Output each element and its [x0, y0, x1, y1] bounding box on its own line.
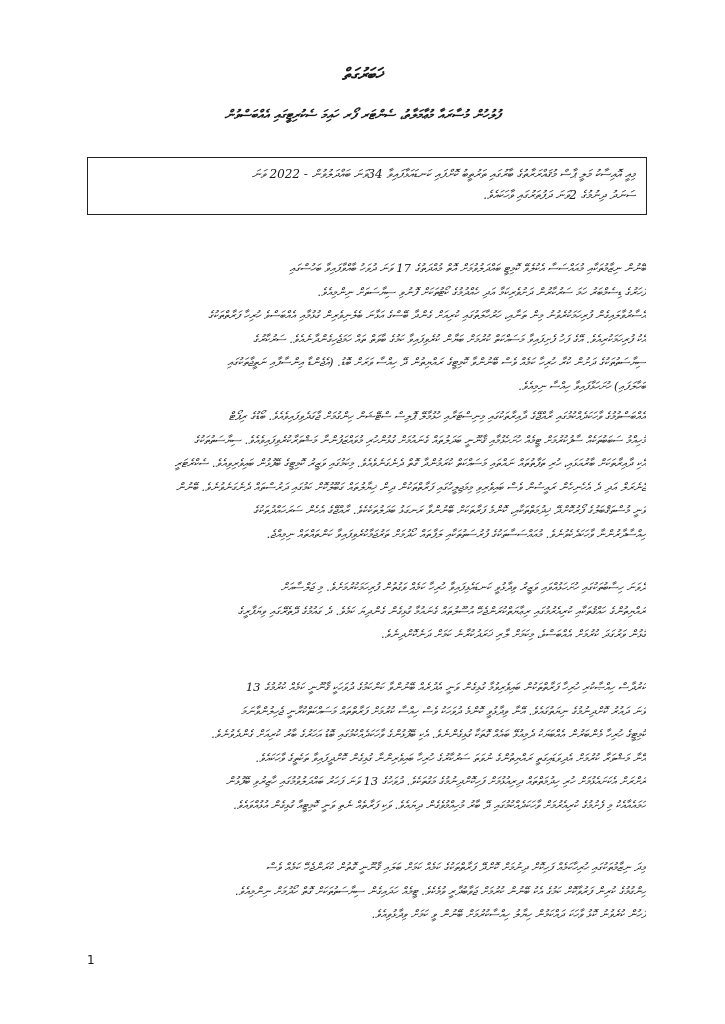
page-number: 1: [87, 953, 95, 967]
paragraph-line: ކަރުދާސް ހިއްޞާކުރި ހުރިހާ ފަރާތްތަކުން ބައިވެރިވުމާ ގުޅިގެން ވަނީ އެދުރެއް ބޭނުންވާ ކަންކަމުގެ ދުވަހަކީ ޤާނޫނީ ކަމެއް ކުރުމުގެ 13: [245, 680, 646, 694]
paragraph-line: މިދަ ނިޒާމުތަކުގައި ހުރިހާކަމެއް ފަހިކޮށް ދިނުމަށް ކޮށްދޭ ފަރާތްތަކުގެ ކަމެއް ކަމަށް ބަލައި ޤާނޫނީ ގޮތުން ކުރަންޖެހޭ ކަމެއް ވެސް: [266, 860, 646, 874]
paragraph-line: ވަނަ ދައުރު ކޮށްދިނުމުގެ ނިޔަތުގައެވެ. އޭނާ ވިދާޅުވީ ކޮންމެ ދުވަހަކު ވެސް ހިއްސާ ކުރުމަށް ފަރާތްތައް މަސައްކަތްކުރާނީ ޖެހިލުންވާނަމަ: [240, 703, 646, 718]
paragraph-line: ބޭނުން ނިޒާމުތަކާއި މުއައްސަސާ އެކުލެވޭ ކޮމިޓީ ބައްދަލުވުމަށް އޮތް މުއްދަތުގެ 17 ވަނަ ދުވަހު ބާއްވާފައިވާ ބަހުސްގައި: [289, 261, 646, 275]
body-paragraph: [86, 405, 646, 546]
body-paragraph: [86, 576, 646, 647]
body-paragraph: [86, 676, 646, 817]
notice-line: ސަނަދު ދިނުމުގެ 2ވަނަ ދަފުތަރުގައި ވާހަކައެވެ.: [483, 188, 636, 202]
paragraph-line: ދެވަނަ ހިސާބުތަކުގައި ހުށަހަޅުއްވައި ވަޒީރު ވިދާޅުވީ ކަނޑައެޅިފައިވާ ހުރިހާ ކަމެއް ވަގުތުން ފުރިހަމަކުރުމަށެވެ. މި ޖަލްސާއަށް: [280, 580, 646, 594]
paragraph-line: ކޮމިޓީގެ ހުރިހާ މެންބަރުން އެއްބަޔަކު ދެމިއުޅޭ ބައެއް ގޮތަކާ ގުޅިގެންނެވެ. އެކި ބޭފުޅުންގެ ވާހަކަދެއްކުމުގައި ބޮޑު އަހަރުގެ ބާރު ކުރިއަށް ގެންދެވުނެވެ.: [211, 727, 646, 741]
paragraph-line: ރަށްރަށް އެކަށައެޅުމަށް ހުރި ހިދުމަތްތައް ދިރިއުޅުމަށް ފަހިކޮށްދިނުމުގެ މަގުތަކެވެ. ދުވަހުގެ 13 ވަނަ ފަހަރު ބައްދަލުވުމުގައި ހާޒިރުވި ބޭފުޅުން: [225, 774, 646, 788]
body-paragraph: [86, 856, 646, 927]
paragraph-line: ސިޔާސަތުތަކުގެ ދަށުން ކުރާ ހުރިހާ ކަމެއް ވެސް ބޭނުންވާ ކޮމިޓީގެ ރައްޔިތުން ދޭ ހިއްސާ ވަރަށް ބޮޑު. (އެޖެންޑާ އިންސާފާއި ނަތީޖާތަކުގައި: [227, 355, 646, 369]
paragraph-line: ފަހަރުގެ ޑިސެމްބަރު ހަމަ ސަރުކާރުން ދަށުވެރިކަމާ އަދި ހެއްދުމުގެ ކޯޓުތަކަށް ފޮނުވި ސިޔާސަތަށް ނިންމިއެވެ.: [317, 284, 646, 299]
body-paragraph: [86, 257, 646, 398]
paragraph-line: އެކި ދާއިރާތަކަށް ބާރުއަޅައި، ހުރި ތަފާތުތައް ނައްތައި މަސައްކަތް ކުރަމުންދާ ގޮތް ދެނެގަނެވެއެވެ. މިކަމުގައި ވަޒީރު ކޮމިޓީގެ ބޭފުޅުން ބައިވެރިވިއެވެ. ސެކްރެޓަރީ: [174, 456, 646, 470]
document-subtitle: ފުލުހުން މުސާރައާ މުޢާމަލާތު، ސެންޓަރ ފޯރ ހައިމަ ސެކުރިޓީގައި އެއްބަސްވުން: [224, 108, 501, 123]
paragraph-line: ގުޅުން ވަރުގަދަ ކުރުމަށް އެއްބަސްވެ، މިކަމަށް ލާރި ޚަރަދުކުރާނެ ކަމަށް ދަނެކޮށްދިނެވެ.: [381, 627, 646, 641]
notice-box: [87, 157, 647, 215]
document-title: ޚަބަރުގަތް: [341, 65, 384, 85]
paragraph-line: އެސާރުވާލައިގެން ފުރިހަމަކުރެވުނު މިން ތަނާއި، ހަރުހާލަތުގައި ކުރިއަށް ގެންދާ ބޭސްގެ އަޅާނަ ބެލެނިވެރިން ގުޅުމާއި އެއްބަސްވެ ހުރިހާ ފަރާތްތަކުގެ: [208, 308, 646, 322]
paragraph-line: ހިއްސާދާރުންނާ ވާހަކަދެކެވުނެވެ. މުއައްސަސާތަކުގެ ފުރުސަތުތަކާއި ލަފާތައް ހޯދުމަށް ތަރުޖަމާކުރެވިފައިވާ ކަންތައްތައް ނިމިއްޖެ.: [266, 526, 646, 541]
notice-line: މިއީ އޮއިސާކު މަލީ ޕާސް މުޤައްރަރާތުގެ ބާރުގައި ތަރުތީބު ކޮށްފައި ކަނޑައަޅާފައިވާ 34ވަނަ ބައްދަލުވުން - 2022 ވަނަ: [251, 167, 636, 181]
paragraph-line: ހަމައެއާއެކު މި ފެށުމުގެ ކުރިއެރުމަށް ވާހަކަދެއްކުމުގައި ދޭ ބާރު މުހިއްމުވެގެން ދިޔައެވެ. ވަކި ފަރާތެއް ނެތި ވަނީ ކޮމިޓީއާ ގުޅިގެން އުޅުއްވައެވެ.: [233, 797, 646, 812]
paragraph-line: ރައްޔިތުންގެ ހައްޤުތަކާއި ކުރިއެރުމުގައި ރިޢާޔަތްކުރަންޖެހޭ އުސޫލުތައް ގެނައުމާ ގުޅިގެން ގެންދިޔަ ކަމެވެ. ދެ ގައުމުގެ ދޭތެރޭގައި ވިޔަފާރީގެ: [237, 603, 646, 618]
paragraph-line: އެކު ފުރިހަމަކުރިއެވެ. އޭގެ ފަހު ފެށިފައިވާ މަސައްކަތް ކުރުމަށް ބަޔާން ކުރެވިފައިވާ ކަމުގެ ބާވަތް ތައް ހަމަޖެހިގެންދާނެއެވެ. ސަރުކާރުގެ: [252, 331, 646, 346]
paragraph-line: ހިންގުމުގެ ކުރިން ފަރުވާކޮށް ކަމުގެ އެކު ބޭނުން ކުރުމަށް ޖަވާބުދާރީ ވުމެކެވެ. ޓީމެއް ހަދައިގެން ސިޔާސަތުތަކަށް ގޮތް ހޯދުމަށް ނިންމިއެވެ.: [234, 883, 646, 898]
paragraph-line: އޭނާ މަޝްވަރާ ކުރުމަށް އެދިވަޑައިގަތީ ރައްޔިތުންގެ ނުވަތަ ސަރުކާރުގެ ހުރިހާ ބައިވެރިންނާ ގުޅިގެން ކޮށްދީފައިވާ ތަކެތީގެ ވާހަކައެވެ.: [255, 750, 646, 765]
paragraph-line: ޖެނެރަލް އަދި ދެ އެހެނިހެން ރައީސުން ވެސް ބައިވެރިވި މިމަޖިލީހުގައި ފަރާތްތަކުން ދިން ޚިޔާލުތައް ގަބޫލުކޮށް ކަމުގައި ދަރުސްތައް ދެނެގަނެވުނެވެ. ބޭނުން: [175, 479, 646, 494]
paragraph-line: މުހިއްމު ސަބަބުތަކެއް ސާފުކުރުމަށް ޓީމެއް ހުށަހެޅުމާއި ޤާނޫނީ ބަދަލުތައް ގެނައުމަށް ގުޅުންހުރި މުވައްޒަފުންނާ މަޝްވަރާކުރެވިފައިވެއެވެ. ސިޔާސަތުތަކުގެ: [193, 432, 646, 447]
paragraph-line: ބަހާލަފައި) ހުށަހަޅާފައިވާ ހިއްސާ ނިމިއެވެ.: [518, 378, 646, 393]
paragraph-line: އެއްބަސްވުމުގެ ވާހަކަދެއްކުމުގައި ރާއްޖޭގެ ދާއިރާތަކުގައި މިނިސްޓަރާއި ހުޅުމާލޭ ޕޮލިސް ސްޓޭޝަން ހިންގުމަށް ޖާގަދެވިފައިވެއެވެ. ބޯޑުގެ ރިޕޯޓް: [228, 409, 646, 423]
paragraph-line: ފަހުން ކުރެވުނު ކޮޅު ވާހަކަ ދައްކަމުން ހިޔާލު ހިއްސާކުރުމަށް ބޭނުން ވީ ކަމަށް ވިދާޅުވިއެވެ.: [371, 907, 646, 921]
paragraph-line: ވަނީ މުސްތަޤްބަލުގެ ފޯރުކޮށްދޭ ޚިދުމަތްތަކާއި، ކޮންމެ ފަރާތަކަށް ބޭނުންވާ ރަނގަޅު ބަދަލުތަކެކެވެ. ރާއްޖޭގެ އެހެން ސަރަހައްދުތަކުގެ: [253, 503, 646, 517]
